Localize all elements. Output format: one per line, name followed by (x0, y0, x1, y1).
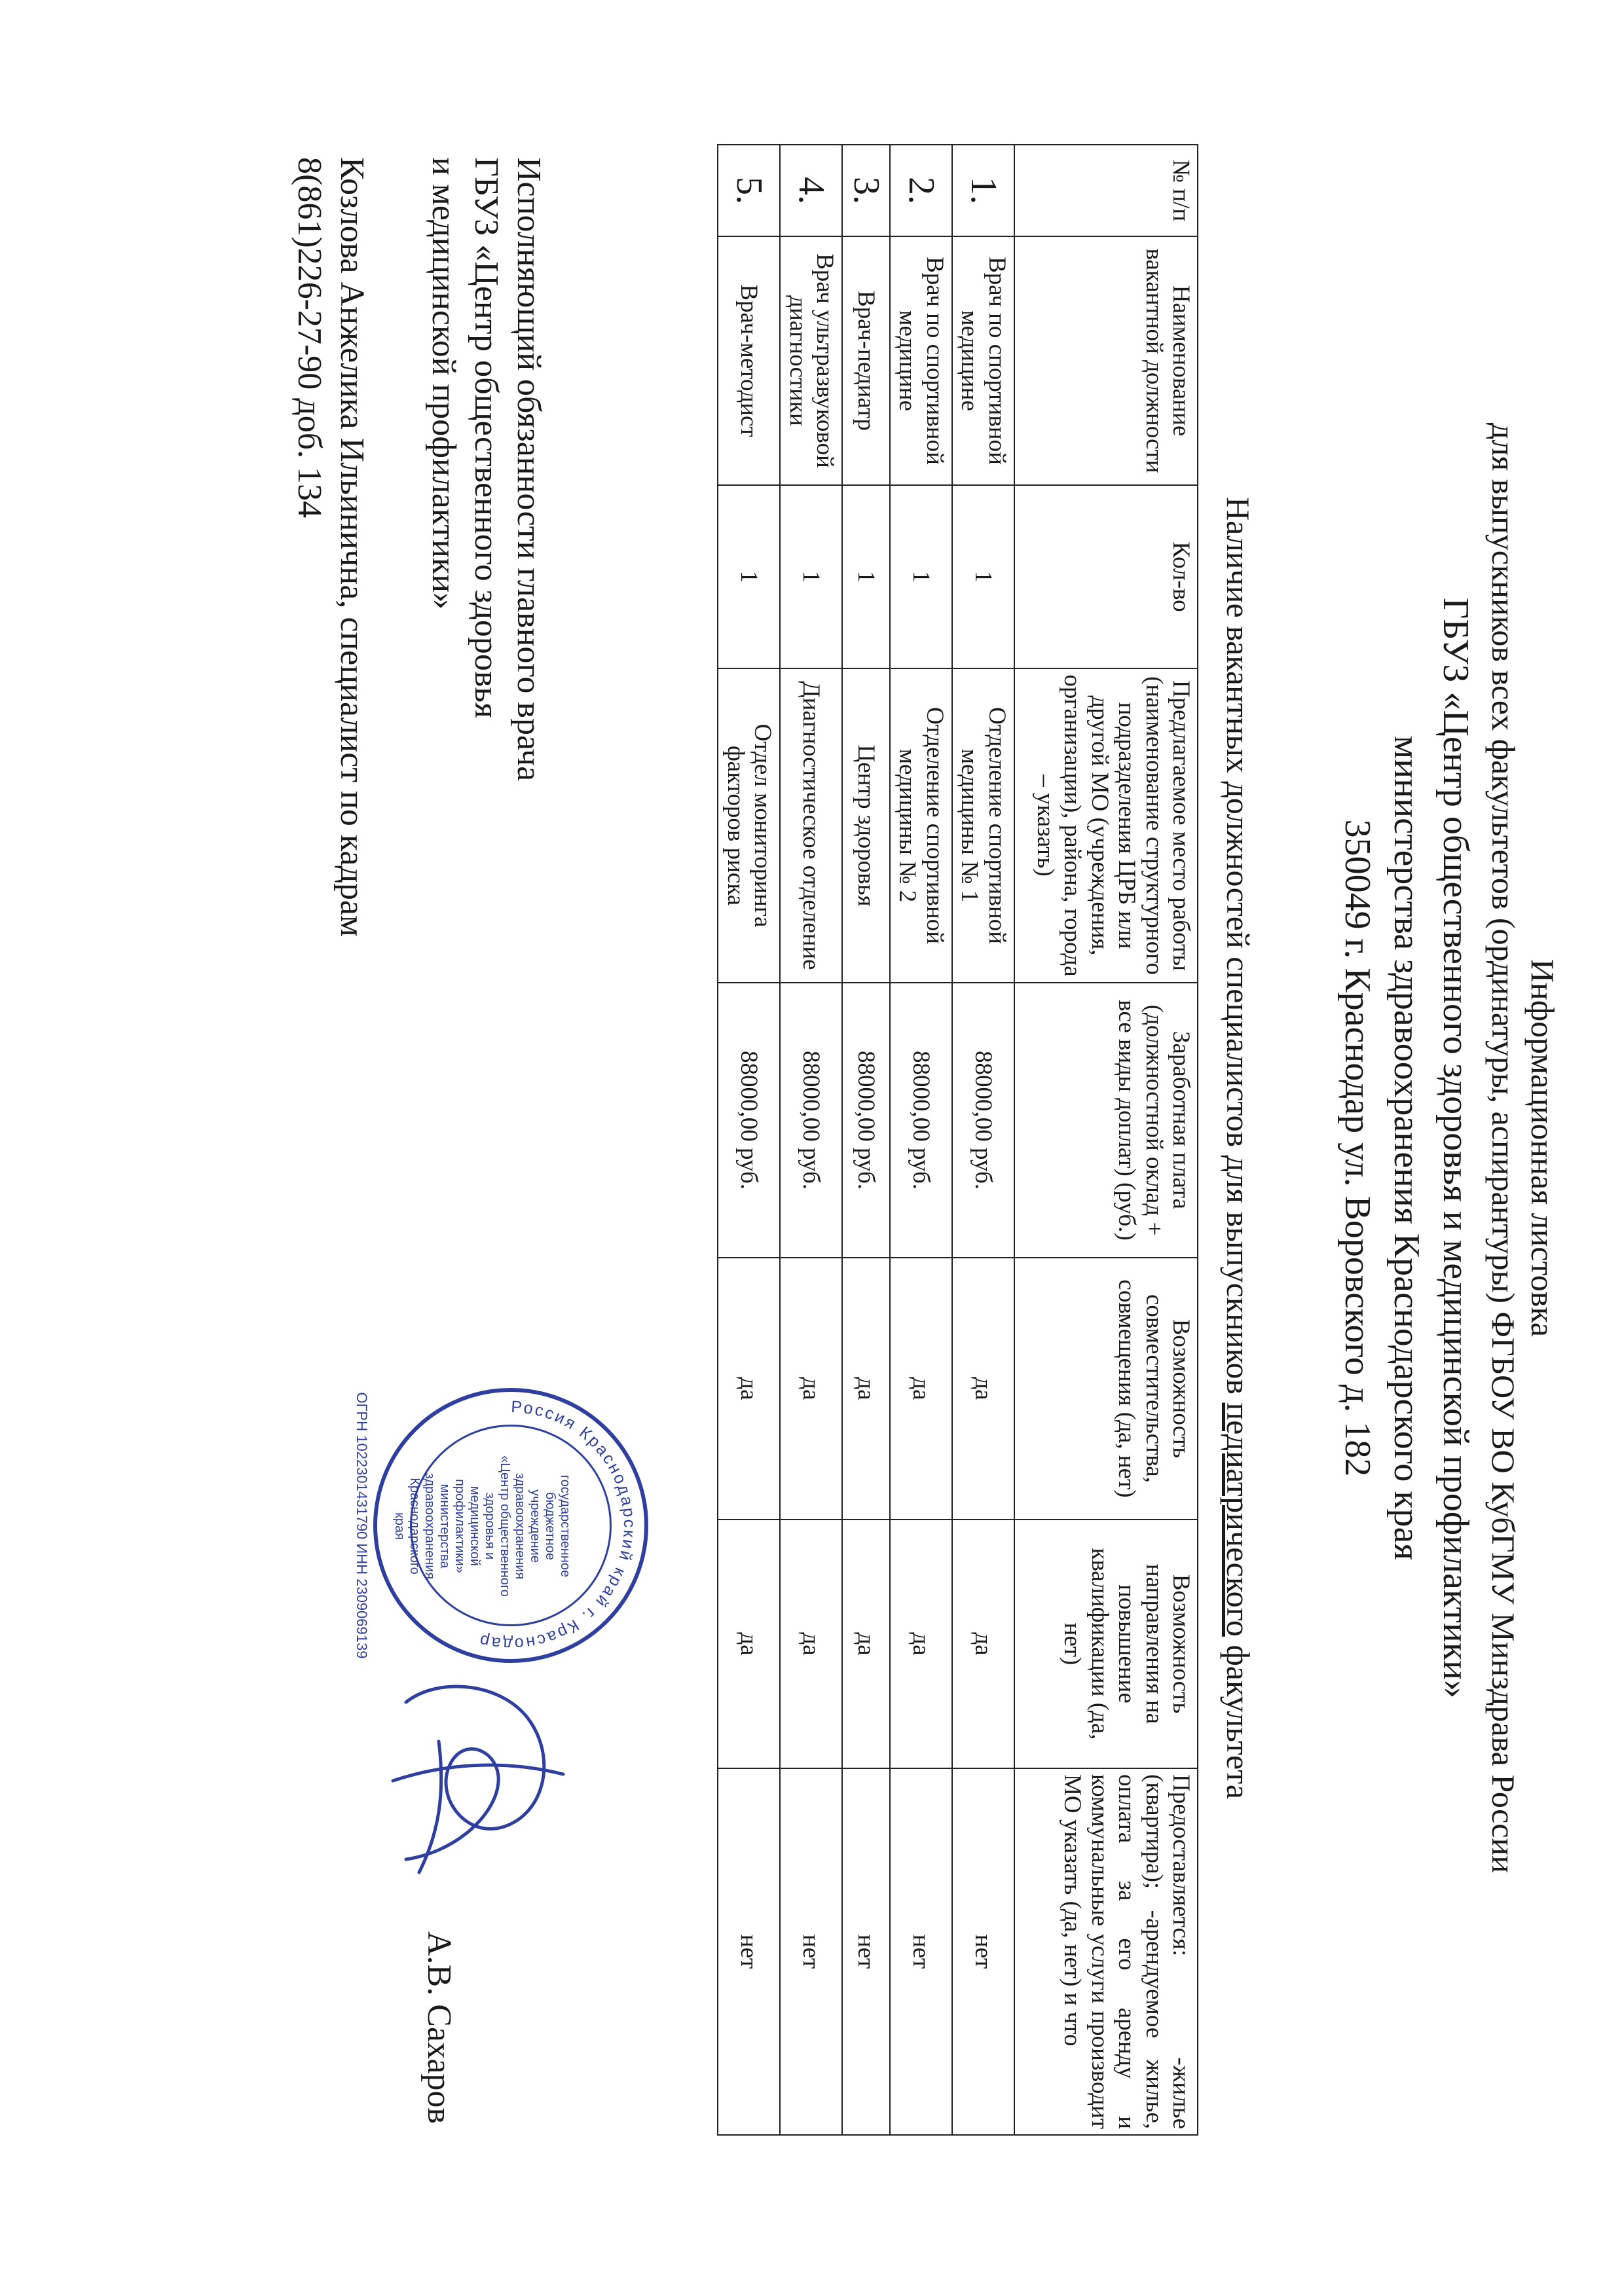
header-cell: Предоставляется: -жилье (квартира); -арендуемое жилье, оплата за его аренду и коммунальные услуги производит МО указать (да, нет) и что (1014, 1768, 1198, 2135)
housing-cell: нет (780, 1768, 842, 2135)
row-number: 2. (890, 145, 952, 236)
salary-cell: 88000,00 руб. (842, 983, 890, 1258)
housing-cell: нет (718, 1768, 780, 2135)
table-row (890, 145, 952, 2135)
training-cell: да (718, 1520, 780, 1768)
row-number: 3. (842, 145, 890, 236)
part-time-cell: да (890, 1258, 952, 1520)
workplace-cell: Отделение спортивной медицины № 1 (952, 668, 1014, 983)
signatory-line-2: ГБУЗ «Центр общественного здоровья (468, 157, 505, 719)
housing-cell: нет (952, 1768, 1014, 2135)
count-cell: 1 (952, 485, 1014, 668)
signatory-line-1: Исполняющий обязанности главного врача (510, 157, 547, 782)
workplace-cell: Центр здоровья (842, 668, 890, 983)
training-cell: да (890, 1520, 952, 1768)
vacancies-table (717, 144, 1198, 2136)
training-cell: да (780, 1520, 842, 1768)
header-cell: Кол-во (1014, 485, 1198, 668)
row-number: 1. (952, 145, 1014, 236)
table-row (780, 145, 842, 2135)
stamp-line: бюджетное учреждение (528, 1489, 557, 1563)
signatory-name: А.В. Сахаров (420, 1931, 458, 2124)
header-cell: Предлагаемое место работы (наименование структурного подразделения ЦРБ или другой МО (учреждения, организации), района, города – указать) (1014, 668, 1198, 983)
table-row (952, 145, 1014, 2135)
housing-cell: нет (890, 1768, 952, 2135)
table-header-row (1014, 145, 1198, 2135)
position-cell: Врач-методист (718, 236, 780, 485)
stamp-line: профилактики» (452, 1479, 467, 1573)
address-line: 350049 г. Краснодар ул. Воровского д. 182 (1337, 819, 1378, 1477)
stamp-center-text (392, 1454, 572, 1598)
header-line-1: Информационная листовка (1524, 958, 1561, 1338)
count-cell: 1 (890, 485, 952, 668)
table-title-prefix: Наличие вакантных должностей специалистов для выпускников (1220, 497, 1257, 1403)
training-cell: да (842, 1520, 890, 1768)
contact-phone: 8(861)226-27-90 доб. 134 (291, 157, 328, 519)
table-title (1219, 0, 1257, 2296)
header-cell: Возможность направления на повышение квалификации (да, нет) (1014, 1520, 1198, 1768)
count-cell: 1 (842, 485, 890, 668)
stamp-line: здравоохранения (422, 1472, 437, 1580)
contact-info (288, 157, 373, 937)
table-title-suffix: факультета (1220, 1636, 1257, 1799)
contact-person: Козлова Анжелика Ильинична, специалист по кадрам (333, 157, 371, 937)
stamp-line: государственное (558, 1474, 572, 1578)
header-cell: Наименование вакантной должности (1014, 236, 1198, 485)
row-number: 5. (718, 145, 780, 236)
salary-cell: 88000,00 руб. (780, 983, 842, 1258)
row-number: 4. (780, 145, 842, 236)
part-time-cell: да (952, 1258, 1014, 1520)
workplace-cell: Отдел мониторинга факторов риска (718, 668, 780, 983)
workplace-cell: Диагностическое отделение (780, 668, 842, 983)
table-title-faculty: педиатрического (1220, 1402, 1257, 1637)
signatory-title (422, 157, 550, 781)
workplace-cell: Отделение спортивной медицины № 2 (890, 668, 952, 983)
stamp-line: здоровья и медицинской (468, 1485, 497, 1567)
position-cell: Врач ультразвуковой диагностики (780, 236, 842, 485)
part-time-cell: да (842, 1258, 890, 1520)
stamp-line: «Центр общественного (498, 1455, 512, 1597)
handwritten-signature (367, 1663, 602, 1886)
header-cell: Возможность совместительства, совмещения (да, нет) (1014, 1258, 1198, 1520)
header-line-2: для выпускников всех факультетов (ординатуры, аспирантуры) ФГБОУ ВО КубГМУ Минздрава России (1485, 422, 1522, 1874)
position-cell: Врач-педиатр (842, 236, 890, 485)
training-cell: да (952, 1520, 1014, 1768)
part-time-cell: да (780, 1258, 842, 1520)
organization-name: ГБУЗ «Центр общественного здоровья и медицинской профилактики» (1435, 597, 1476, 1699)
table-row (718, 145, 780, 2135)
position-cell: Врач по спортивной медицине (952, 236, 1014, 485)
stamp-line: Краснодарского (407, 1478, 422, 1575)
salary-cell: 88000,00 руб. (890, 983, 952, 1258)
stamp-ogrn: ОГРН 1022301431790 ИНН 2309069139 (354, 1392, 370, 1659)
position-cell: Врач по спортивной медицине (890, 236, 952, 485)
part-time-cell: да (718, 1258, 780, 1520)
housing-cell: нет (842, 1768, 890, 2135)
ministry-line: министерства здравоохранения Краснодарского края (1386, 735, 1427, 1561)
count-cell: 1 (780, 485, 842, 668)
stamp-line: края (392, 1512, 407, 1540)
official-stamp (373, 1388, 648, 1663)
salary-cell: 88000,00 руб. (718, 983, 780, 1258)
header-cell: Заработная плата (должностной оклад + все виды доплат) (руб.) (1014, 983, 1198, 1258)
signatory-line-3: и медицинской профилактики» (425, 157, 462, 610)
stamp-line: здравоохранения (513, 1472, 527, 1580)
count-cell: 1 (718, 485, 780, 668)
stamp-ring-text: Россия Краснодарский край г. Краснодар (476, 1397, 638, 1654)
header-cell: № п/п (1014, 145, 1198, 236)
salary-cell: 88000,00 руб. (952, 983, 1014, 1258)
table-row (842, 145, 890, 2135)
stamp-line: министерства (437, 1484, 452, 1569)
